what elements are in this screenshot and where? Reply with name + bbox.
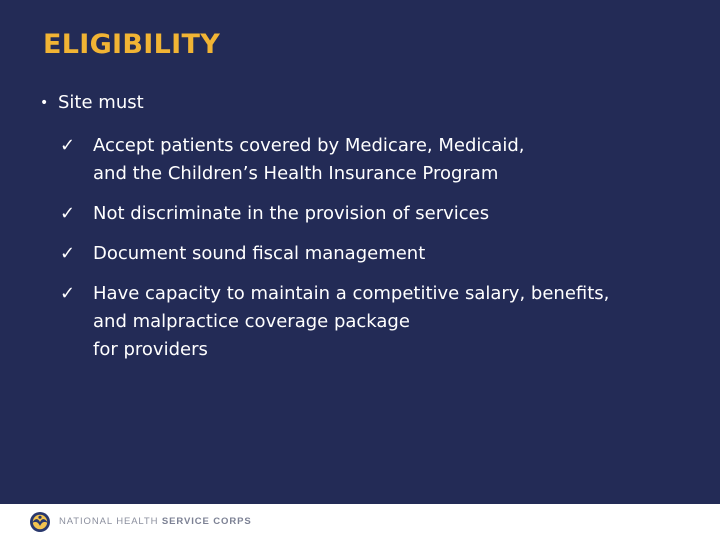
bullet-dot-icon: • xyxy=(40,95,49,111)
requirements-list xyxy=(60,132,700,376)
requirement-item-fiscal xyxy=(60,240,700,268)
requirement-text: Not discriminate in the provision of services xyxy=(93,203,490,224)
requirement-item-capacity xyxy=(60,280,700,364)
requirement-item-medicare xyxy=(60,132,700,188)
checkmark-icon: ✓ xyxy=(60,243,76,264)
checkmark-icon: ✓ xyxy=(60,135,76,156)
requirement-text: Accept patients covered by Medicare, Medicaid, and the Children’s Health Insurance Program xyxy=(93,135,525,184)
slide-title: ELIGIBILITY xyxy=(43,29,221,60)
requirement-text: Document sound fiscal management xyxy=(93,243,426,264)
requirement-item-nondiscrimination xyxy=(60,200,700,228)
bullet-text: Site must xyxy=(58,92,144,113)
national-health-service-corps-seal-icon xyxy=(28,511,52,533)
requirement-text: Have capacity to maintain a competitive salary, benefits, and malpractice coverage package for providers xyxy=(93,283,610,360)
main-bullet xyxy=(40,90,144,116)
footer-bar xyxy=(0,504,720,540)
checkmark-icon: ✓ xyxy=(60,203,76,224)
footer-brand-strong: SERVICE CORPS xyxy=(161,516,252,527)
footer-brand-prefix: NATIONAL HEALTH xyxy=(59,516,162,527)
footer-brand-text xyxy=(59,516,252,527)
checkmark-icon: ✓ xyxy=(60,283,76,304)
